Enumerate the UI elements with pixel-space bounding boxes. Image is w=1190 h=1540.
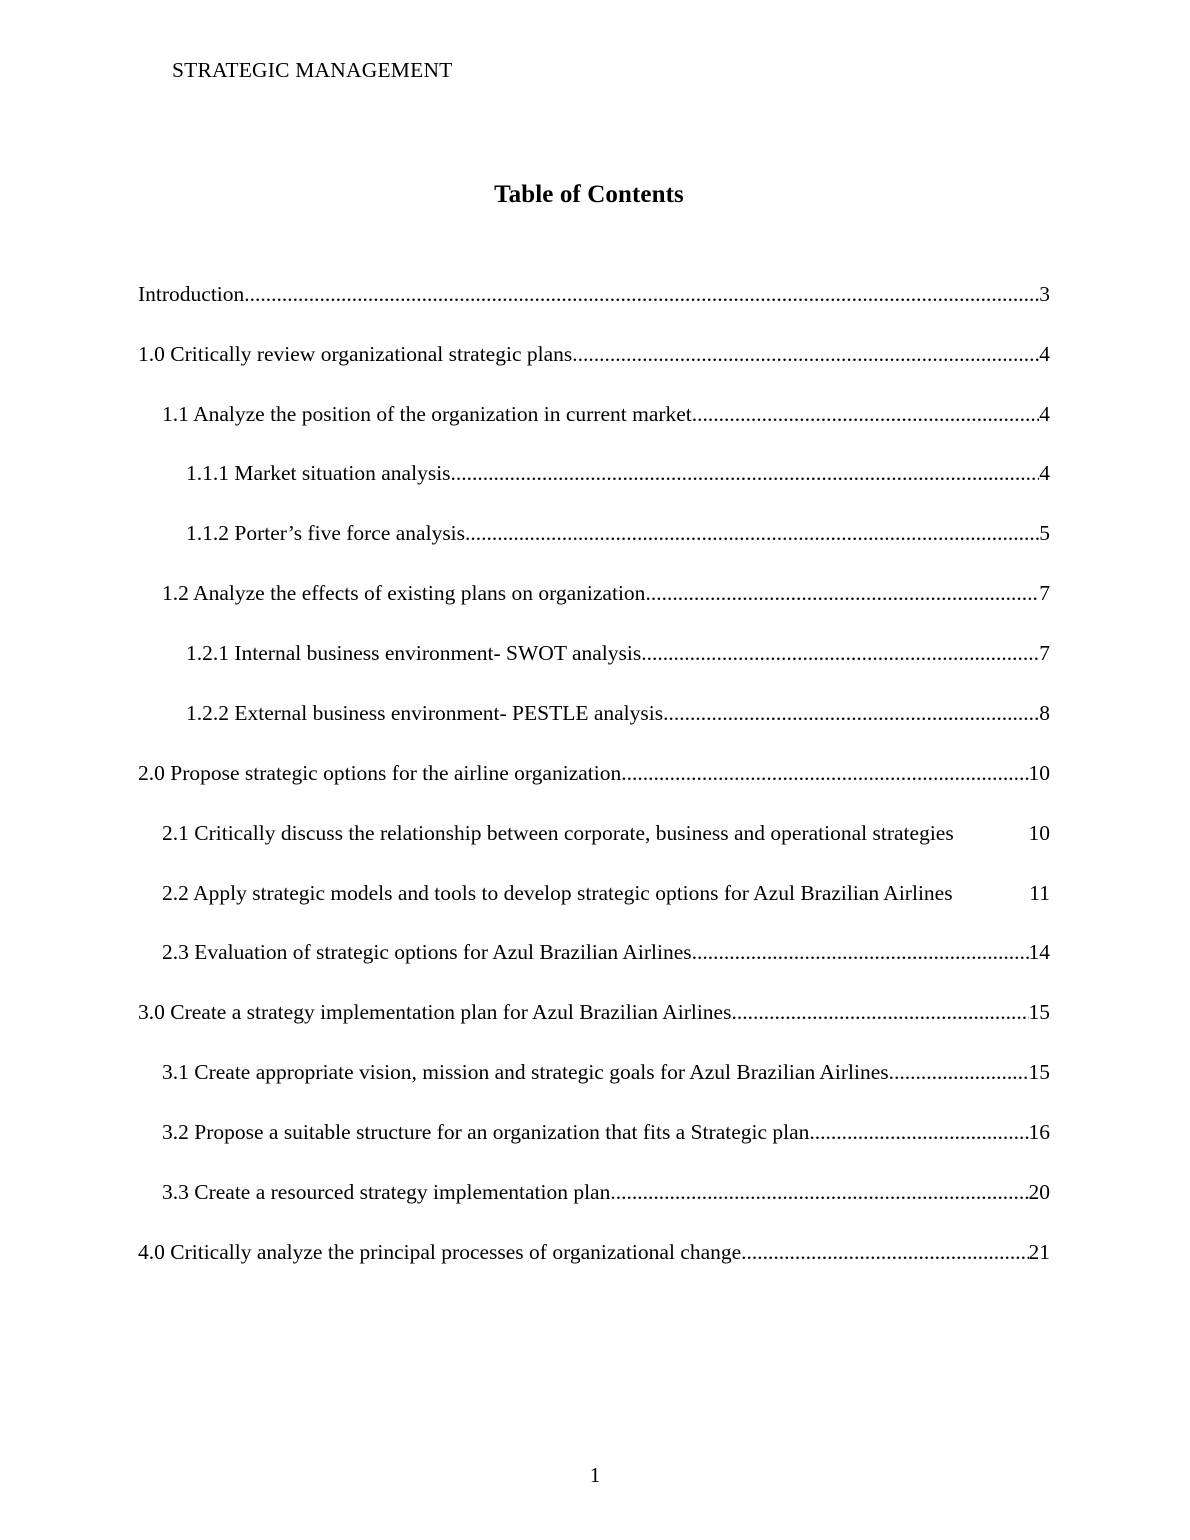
footer-page-number: 1	[589, 1463, 601, 1487]
toc-entry-label: 1.1 Analyze the position of the organization in current market	[162, 401, 692, 426]
toc-entry-page: 15	[1028, 1060, 1050, 1085]
toc-entry-page: 4	[1039, 461, 1050, 486]
toc-entry[interactable]	[138, 281, 1050, 308]
toc-entry-page: 10	[1028, 760, 1050, 785]
toc-entry-page: 5	[1039, 521, 1050, 546]
toc-entry-page: 14	[1028, 940, 1050, 965]
toc-leader-dots	[621, 760, 1028, 787]
toc-entry-page: 10	[1028, 820, 1050, 845]
toc-leader-dots	[731, 999, 1028, 1026]
toc-leader-dots	[741, 1239, 1028, 1266]
toc-entry-label: 3.1 Create appropriate vision, mission and strategic goals for Azul Brazilian Airlines	[162, 1060, 889, 1085]
toc-entry[interactable]	[162, 401, 1050, 428]
toc-leader-dots	[451, 460, 1040, 487]
toc-entry-label: 1.2 Analyze the effects of existing plans on organization	[162, 581, 646, 606]
toc-entry-label: 2.0 Propose strategic options for the airline organization	[138, 760, 622, 785]
toc-entry[interactable]	[138, 760, 1050, 787]
toc-entry-page: 15	[1028, 1000, 1050, 1025]
toc-leader-dots	[889, 1059, 1029, 1086]
toc-entry-page: 11	[1029, 880, 1050, 905]
toc-entry[interactable]	[186, 700, 1050, 727]
toc-entry[interactable]	[186, 520, 1050, 547]
toc-entry[interactable]	[138, 341, 1050, 368]
toc-entry[interactable]	[186, 460, 1050, 487]
toc-entry-label: 2.1 Critically discuss the relationship between corporate, business and operational strategies	[162, 820, 954, 845]
toc-leader-dots	[610, 1179, 1028, 1206]
toc-entry-label: 1.1.2 Porter’s five force analysis	[186, 521, 466, 546]
toc-entry[interactable]	[162, 580, 1050, 607]
page-title: Table of Contents	[494, 180, 684, 208]
toc-entry-label: 1.2.2 External business environment- PESTLE analysis	[186, 700, 664, 725]
running-head: STRATEGIC MANAGEMENT	[172, 58, 453, 82]
table-of-contents	[138, 281, 1050, 1266]
toc-leader-dots	[244, 281, 1039, 308]
toc-entry-label: 4.0 Critically analyze the principal processes of organizational change	[138, 1239, 742, 1264]
toc-entry-label: 3.2 Propose a suitable structure for an organization that fits a Strategic plan	[162, 1120, 810, 1145]
toc-entry-page: 16	[1028, 1120, 1050, 1145]
toc-entry[interactable]	[162, 1059, 1050, 1086]
toc-leader-dots	[663, 700, 1039, 727]
toc-leader-dots	[641, 640, 1039, 667]
toc-entry-label: 1.0 Critically review organizational strategic plans	[138, 341, 573, 366]
toc-entry[interactable]	[162, 880, 1050, 907]
toc-leader-dots	[572, 341, 1039, 368]
toc-entry-label: Introduction	[138, 281, 245, 306]
toc-entry-page: 3	[1039, 281, 1050, 306]
toc-entry-label: 1.2.1 Internal business environment- SWOT analysis	[186, 641, 642, 666]
toc-entry-page: 8	[1039, 700, 1050, 725]
toc-leader-dots	[809, 1119, 1028, 1146]
toc-entry-label: 2.3 Evaluation of strategic options for Azul Brazilian Airlines	[162, 940, 692, 965]
toc-entry-page: 4	[1039, 401, 1050, 426]
toc-entry[interactable]	[162, 1179, 1050, 1206]
toc-entry[interactable]	[162, 939, 1050, 966]
toc-entry-label: 1.1.1 Market situation analysis	[186, 461, 451, 486]
toc-entry-page: 7	[1039, 581, 1050, 606]
toc-entry[interactable]	[138, 999, 1050, 1026]
toc-entry[interactable]	[138, 1239, 1050, 1266]
toc-leader-dots	[692, 939, 1029, 966]
toc-leader-dots	[645, 580, 1039, 607]
toc-entry-label: 2.2 Apply strategic models and tools to develop strategic options for Azul Brazilian Airlines	[162, 880, 953, 905]
toc-entry[interactable]	[162, 1119, 1050, 1146]
toc-entry-page: 7	[1039, 641, 1050, 666]
toc-leader-dots	[692, 401, 1039, 428]
toc-entry[interactable]	[186, 640, 1050, 667]
toc-entry-page: 21	[1028, 1239, 1050, 1264]
toc-leader-dots	[465, 520, 1039, 547]
toc-entry[interactable]	[162, 820, 1050, 847]
toc-entry-page: 20	[1028, 1179, 1050, 1204]
toc-entry-label: 3.3 Create a resourced strategy implementation plan	[162, 1179, 611, 1204]
toc-entry-page: 4	[1039, 341, 1050, 366]
toc-entry-label: 3.0 Create a strategy implementation plan for Azul Brazilian Airlines	[138, 1000, 732, 1025]
